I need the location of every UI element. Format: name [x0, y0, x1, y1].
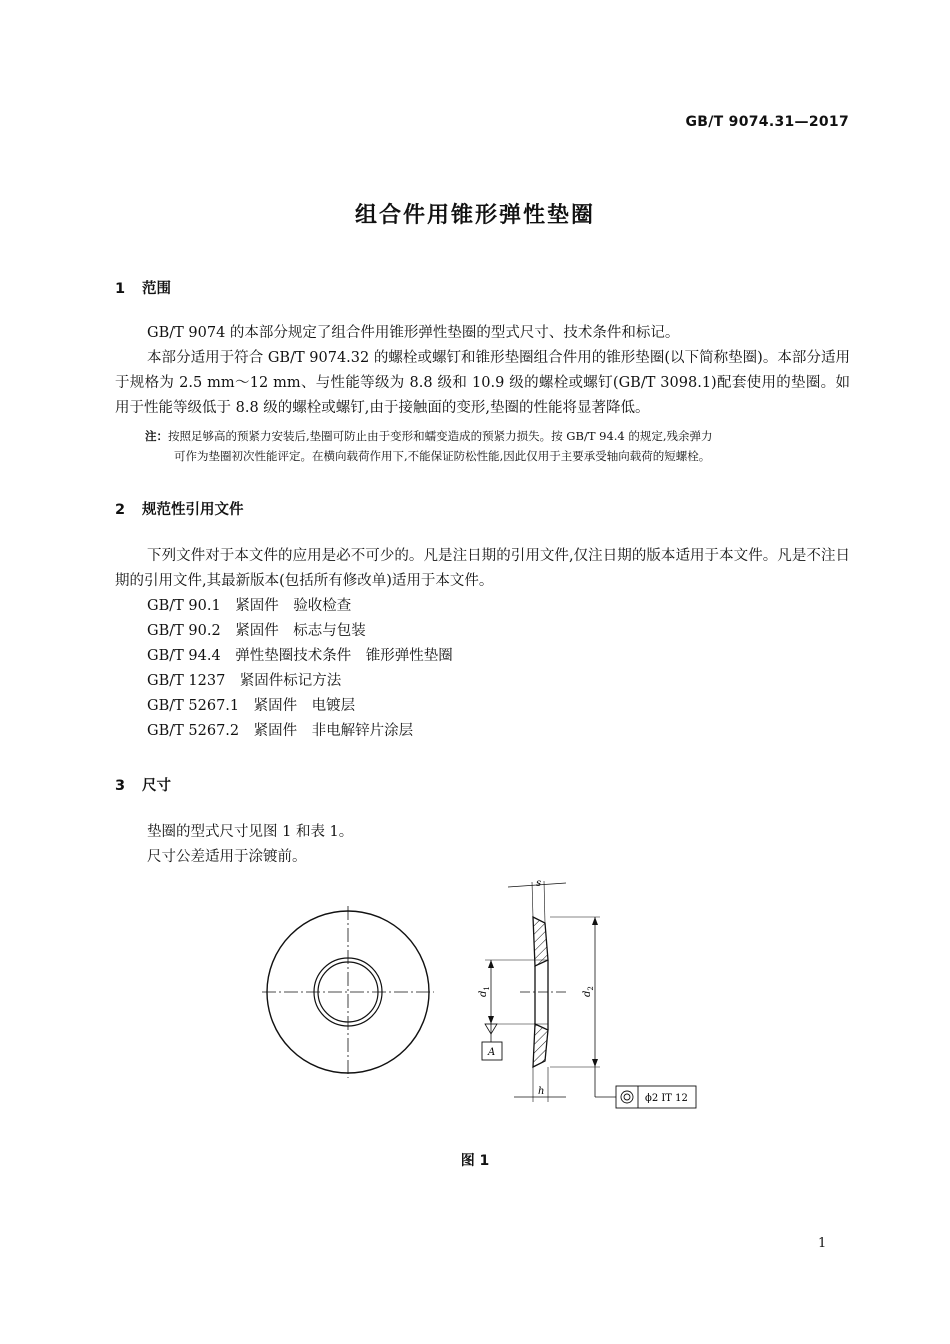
reference-item: GB/T 5267.2 紧固件 非电解锌片涂层 — [147, 723, 414, 739]
section-number: 3 — [115, 778, 126, 794]
label-d2: $d_2$ — [582, 986, 595, 997]
references-intro-text: 下列文件对于本文件的应用是必不可少的。凡是注日期的引用文件,仅注日期的版本适用于本文件。凡是不注日期的引用文件,其最新版本(包括所有修改单)适用于本文件。 — [115, 548, 850, 589]
reference-item: GB/T 94.4 弹性垫圈技术条件 锥形弹性垫圈 — [147, 648, 453, 664]
page-number: 1 — [818, 1236, 827, 1251]
section-lower-hatch — [533, 1024, 548, 1067]
section-upper-hatch — [533, 917, 548, 966]
section-title: 尺寸 — [142, 778, 171, 794]
concentricity-icon-outer — [621, 1091, 633, 1103]
reference-item: GB/T 1237 紧固件标记方法 — [147, 673, 342, 689]
page-title: 组合件用锥形弹性垫圈 — [354, 203, 595, 228]
label-d1: $d_1$ — [478, 986, 491, 997]
standard-code: GB/T 9074.31—2017 — [685, 114, 849, 130]
s-extension-right — [544, 881, 545, 923]
note-label: 注： — [145, 429, 168, 443]
section-title: 规范性引用文件 — [142, 502, 244, 518]
label-s: s — [536, 878, 542, 889]
dimensions-line-2: 尺寸公差适用于涂镀前。 — [147, 849, 307, 865]
d2-arrow-bottom — [592, 1059, 598, 1067]
d1-arrow-bottom — [488, 1016, 494, 1024]
section-number: 1 — [115, 281, 126, 297]
label-h: h — [538, 1086, 545, 1097]
datum-label: A — [488, 1047, 496, 1058]
concentricity-icon-inner — [624, 1094, 630, 1100]
scope-paragraph-1-text: GB/T 9074 的本部分规定了组合件用锥形弹性垫圈的型式尺寸、技术条件和标记。 — [147, 325, 680, 341]
dimensions-line-1: 垫圈的型式尺寸见图 1 和表 1。 — [147, 824, 354, 840]
scope-paragraph-2-text: 本部分适用于符合 GB/T 9074.32 的螺栓或螺钉和锥形垫圈组合件用的锥形垫圈(以下简称垫圈)。本部分适用于规格为 2.5 mm～12 mm、与性能等级为 8.8 级和 10.9 级的螺栓或螺钉(GB/T 3098.1)配套使用的垫圈。如用于性能等级低于 8.8 级的螺栓或螺钉,由于接触面的变形,垫圈的性能将显著降低。 — [115, 350, 850, 416]
d2-arrow-top — [592, 917, 598, 925]
washer-front-view — [262, 906, 434, 1078]
s-extension-left — [532, 882, 533, 917]
note-line-2: 可作为垫圈初次性能评定。在横向载荷作用下,不能保证防松性能,因此仅用于主要承受轴向载荷的短螺栓。 — [174, 449, 711, 463]
reference-item: GB/T 90.1 紧固件 验收检查 — [147, 598, 352, 614]
section-title: 范围 — [142, 281, 171, 297]
d1-arrow-top — [488, 960, 494, 968]
note-line-1: 按照足够高的预紧力安装后,垫圈可防止由于变形和蠕变造成的预紧力损失。按 GB/T 94.4 的规定,残余弹力 — [168, 429, 713, 443]
reference-item: GB/T 90.2 紧固件 标志与包装 — [147, 623, 366, 639]
section-number: 2 — [115, 502, 126, 518]
tolerance-value: ϕ2 IT 12 — [645, 1093, 688, 1104]
figure-caption: 图 1 — [460, 1153, 490, 1169]
reference-item: GB/T 5267.1 紧固件 电镀层 — [147, 698, 356, 714]
